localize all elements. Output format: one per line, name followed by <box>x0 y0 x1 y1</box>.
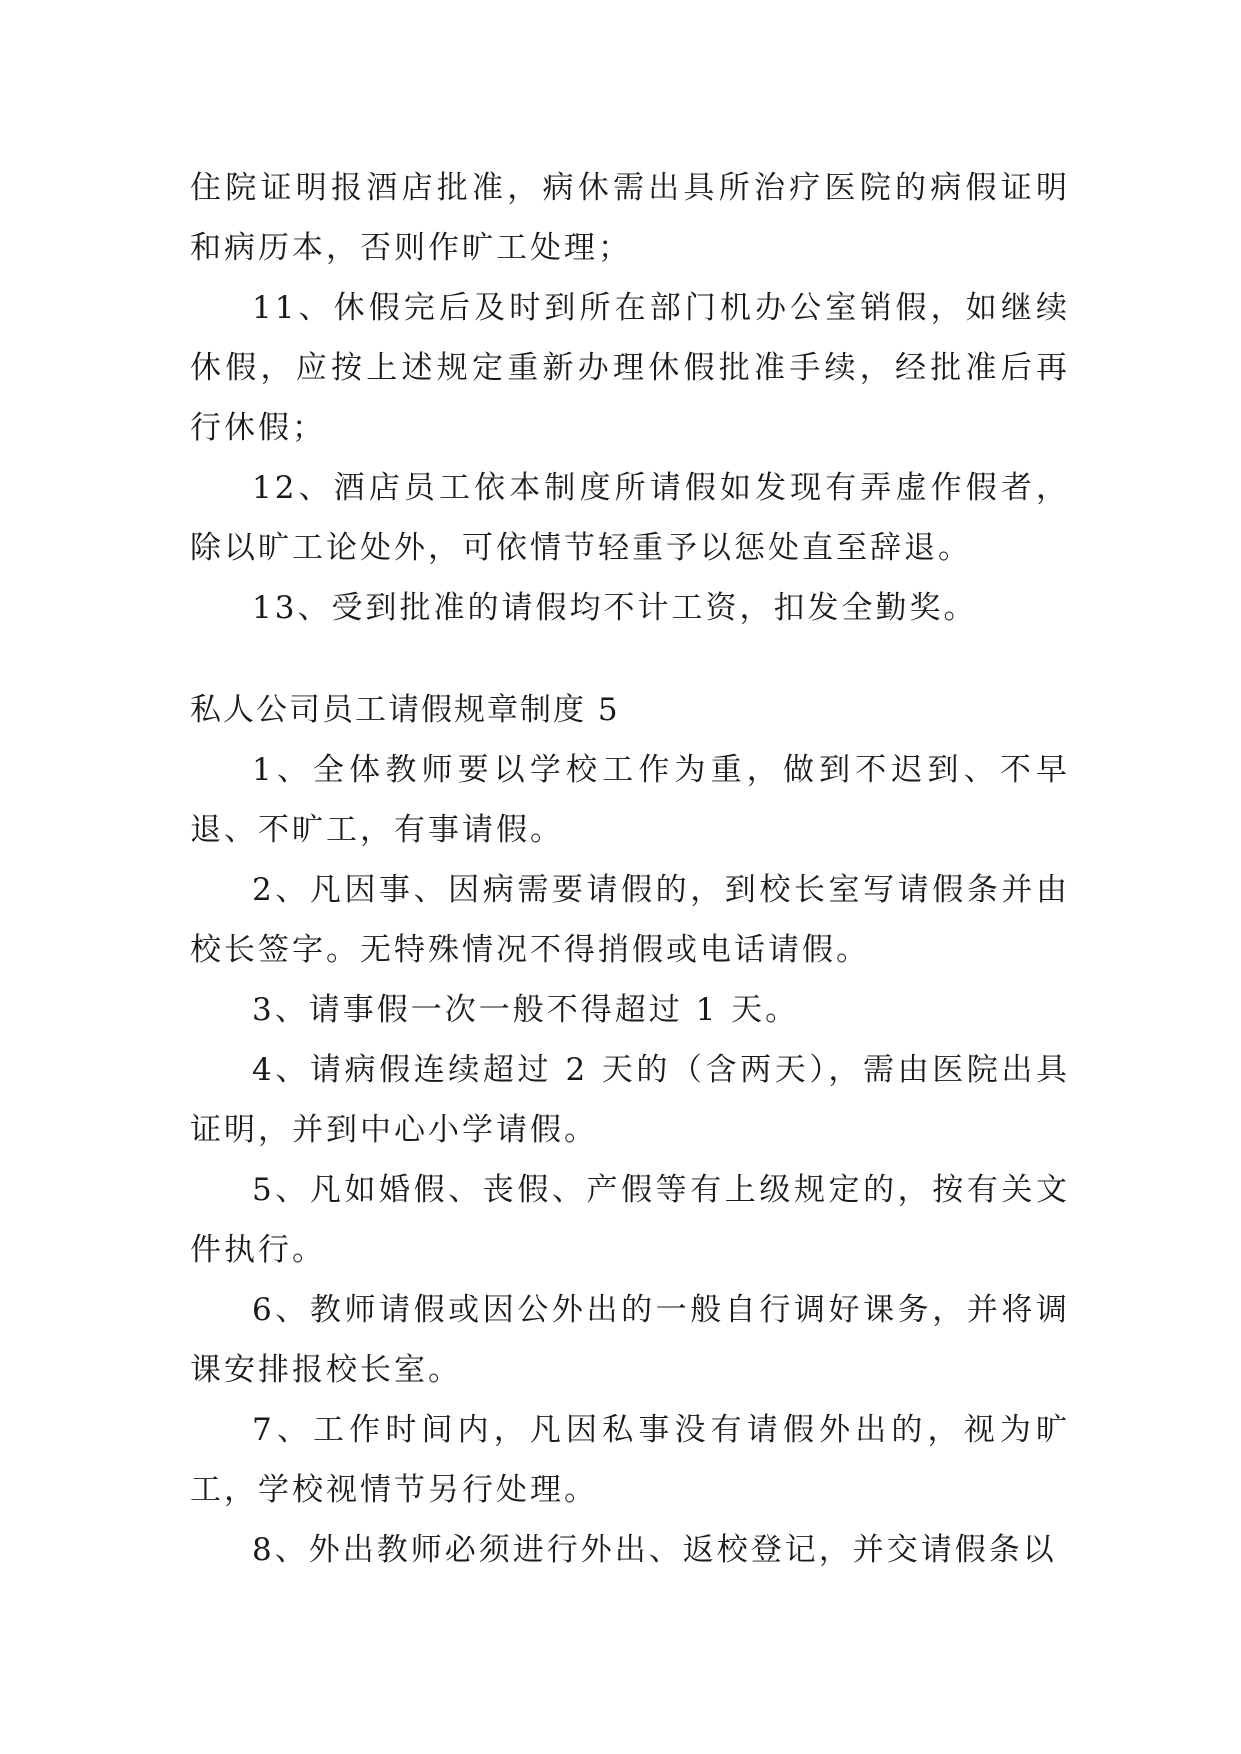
rule-item-7: 7、工作时间内，凡因私事没有请假外出的，视为旷工，学校视情节另行处理。 <box>190 1412 1070 1508</box>
rule-item-4: 4、请病假连续超过 2 天的（含两天），需由医院出具证明，并到中心小学请假。 <box>190 1052 1070 1148</box>
rule-item-1: 1、全体教师要以学校工作为重，做到不迟到、不早退、不旷工，有事请假。 <box>190 752 1070 848</box>
rule-item-12: 12、酒店员工依本制度所请假如发现有弄虚作假者，除以旷工论处外，可依情节轻重予以惩处直至辞退。 <box>190 470 1070 566</box>
section-title: 私人公司员工请假规章制度 5 <box>190 692 620 728</box>
rule-item-6: 6、教师请假或因公外出的一般自行调好课务，并将调课安排报校长室。 <box>190 1292 1070 1388</box>
rule-item-5: 5、凡如婚假、丧假、产假等有上级规定的，按有关文件执行。 <box>190 1172 1070 1268</box>
rule-item-3: 3、请事假一次一般不得超过 1 天。 <box>252 992 800 1028</box>
rule-item-8: 8、外出教师必须进行外出、返校登记，并交请假条以 <box>252 1532 1057 1568</box>
rule-item-2: 2、凡因事、因病需要请假的，到校长室写请假条并由校长签字。无特殊情况不得捎假或电话请假。 <box>190 872 1070 968</box>
document-body <box>190 158 1070 1580</box>
continuation-paragraph: 住院证明报酒店批准，病休需出具所治疗医院的病假证明和病历本，否则作旷工处理； <box>190 170 1070 266</box>
rule-item-13: 13、受到批准的请假均不计工资，扣发全勤奖。 <box>252 590 978 626</box>
rule-item-11: 11、休假完后及时到所在部门机办公室销假，如继续休假，应按上述规定重新办理休假批准手续，经批准后再行休假； <box>190 290 1070 446</box>
